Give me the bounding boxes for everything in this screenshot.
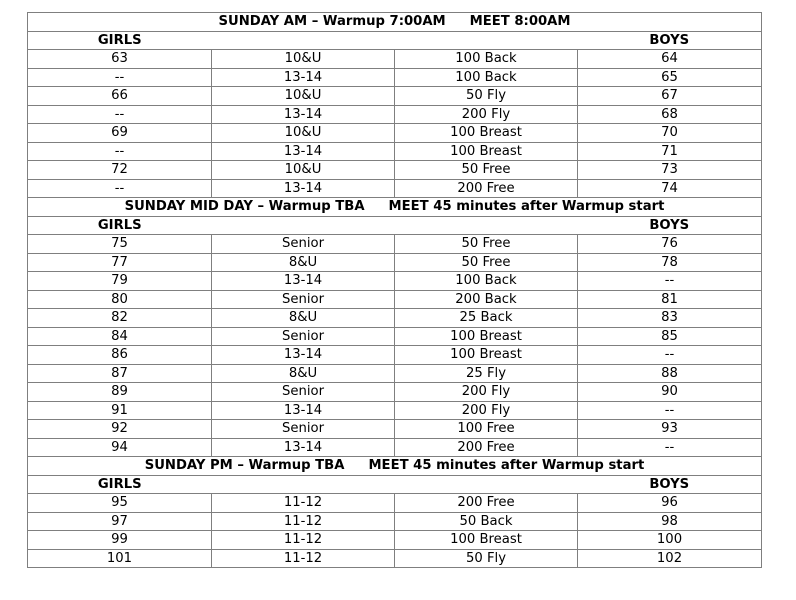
event-name: 50 Free: [395, 253, 578, 272]
boys-event-number: 71: [578, 142, 762, 161]
girls-event-number: 80: [28, 290, 212, 309]
event-row: [28, 142, 762, 161]
girls-event-number: --: [28, 142, 212, 161]
session-warmup-label: SUNDAY AM – Warmup 7:00AM: [218, 14, 446, 29]
event-row: [28, 272, 762, 291]
age-group: 11-12: [212, 512, 395, 531]
age-group: 13-14: [212, 179, 395, 198]
schedule-body: [28, 13, 762, 568]
event-row: [28, 290, 762, 309]
event-row: [28, 253, 762, 272]
empty-label-cell: [212, 216, 395, 235]
event-row: [28, 383, 762, 402]
event-name: 200 Fly: [395, 105, 578, 124]
empty-label-cell: [395, 475, 578, 494]
event-name: 50 Free: [395, 161, 578, 180]
event-name: 200 Free: [395, 494, 578, 513]
event-name: 100 Free: [395, 420, 578, 439]
age-group: 13-14: [212, 346, 395, 365]
column-label-row: [28, 475, 762, 494]
girls-event-number: --: [28, 68, 212, 87]
event-row: [28, 161, 762, 180]
age-group: 13-14: [212, 105, 395, 124]
event-row: [28, 87, 762, 106]
event-name: 100 Back: [395, 272, 578, 291]
event-name: 25 Fly: [395, 364, 578, 383]
event-name: 100 Back: [395, 68, 578, 87]
boys-column-label: BOYS: [578, 31, 762, 50]
event-row: [28, 309, 762, 328]
meet-schedule-table: [27, 12, 762, 568]
boys-event-number: 96: [578, 494, 762, 513]
boys-event-number: 68: [578, 105, 762, 124]
event-name: 200 Fly: [395, 383, 578, 402]
girls-event-number: 84: [28, 327, 212, 346]
age-group: Senior: [212, 383, 395, 402]
event-name: 100 Breast: [395, 124, 578, 143]
age-group: 8&U: [212, 253, 395, 272]
event-name: 50 Fly: [395, 549, 578, 568]
event-row: [28, 549, 762, 568]
column-label-row: [28, 31, 762, 50]
session-meet-label: MEET 45 minutes after Warmup start: [388, 199, 665, 214]
empty-label-cell: [212, 31, 395, 50]
empty-label-cell: [395, 216, 578, 235]
event-name: 200 Back: [395, 290, 578, 309]
event-name: 100 Breast: [395, 346, 578, 365]
event-row: [28, 364, 762, 383]
section-title: [28, 457, 762, 476]
boys-event-number: 74: [578, 179, 762, 198]
girls-event-number: 87: [28, 364, 212, 383]
girls-event-number: 101: [28, 549, 212, 568]
girls-event-number: 97: [28, 512, 212, 531]
event-name: 100 Breast: [395, 142, 578, 161]
boys-event-number: 81: [578, 290, 762, 309]
girls-event-number: 89: [28, 383, 212, 402]
boys-event-number: 98: [578, 512, 762, 531]
girls-event-number: 77: [28, 253, 212, 272]
boys-event-number: 70: [578, 124, 762, 143]
age-group: 13-14: [212, 68, 395, 87]
session-warmup-label: SUNDAY MID DAY – Warmup TBA: [124, 199, 365, 214]
girls-event-number: --: [28, 105, 212, 124]
girls-event-number: 79: [28, 272, 212, 291]
boys-event-number: 88: [578, 364, 762, 383]
event-row: [28, 105, 762, 124]
event-row: [28, 235, 762, 254]
age-group: 8&U: [212, 364, 395, 383]
section-header-row: [28, 198, 762, 217]
age-group: 8&U: [212, 309, 395, 328]
age-group: 13-14: [212, 438, 395, 457]
empty-label-cell: [395, 31, 578, 50]
age-group: 13-14: [212, 142, 395, 161]
empty-label-cell: [212, 475, 395, 494]
age-group: 11-12: [212, 531, 395, 550]
age-group: Senior: [212, 290, 395, 309]
boys-event-number: --: [578, 438, 762, 457]
event-name: 100 Breast: [395, 531, 578, 550]
session-meet-label: MEET 8:00AM: [469, 14, 571, 29]
girls-event-number: 91: [28, 401, 212, 420]
age-group: Senior: [212, 327, 395, 346]
girls-event-number: 69: [28, 124, 212, 143]
event-name: 25 Back: [395, 309, 578, 328]
boys-event-number: --: [578, 346, 762, 365]
boys-event-number: 76: [578, 235, 762, 254]
boys-event-number: 90: [578, 383, 762, 402]
girls-column-label: GIRLS: [28, 31, 212, 50]
event-row: [28, 50, 762, 69]
age-group: 10&U: [212, 87, 395, 106]
age-group: 10&U: [212, 161, 395, 180]
section-title: [28, 13, 762, 32]
boys-event-number: 67: [578, 87, 762, 106]
boys-event-number: 78: [578, 253, 762, 272]
event-row: [28, 401, 762, 420]
event-name: 100 Breast: [395, 327, 578, 346]
girls-column-label: GIRLS: [28, 216, 212, 235]
age-group: 11-12: [212, 549, 395, 568]
boys-column-label: BOYS: [578, 475, 762, 494]
girls-event-number: --: [28, 179, 212, 198]
event-name: 100 Back: [395, 50, 578, 69]
age-group: 10&U: [212, 50, 395, 69]
girls-event-number: 94: [28, 438, 212, 457]
event-row: [28, 512, 762, 531]
event-name: 200 Free: [395, 179, 578, 198]
event-row: [28, 346, 762, 365]
session-meet-label: MEET 45 minutes after Warmup start: [368, 458, 645, 473]
girls-event-number: 92: [28, 420, 212, 439]
boys-event-number: 93: [578, 420, 762, 439]
boys-event-number: --: [578, 272, 762, 291]
event-name: 200 Fly: [395, 401, 578, 420]
section-header-row: [28, 457, 762, 476]
section-header-row: [28, 13, 762, 32]
boys-event-number: 100: [578, 531, 762, 550]
boys-event-number: --: [578, 401, 762, 420]
boys-event-number: 73: [578, 161, 762, 180]
event-row: [28, 531, 762, 550]
age-group: 13-14: [212, 401, 395, 420]
event-row: [28, 68, 762, 87]
event-row: [28, 327, 762, 346]
age-group: 13-14: [212, 272, 395, 291]
event-name: 50 Back: [395, 512, 578, 531]
girls-event-number: 95: [28, 494, 212, 513]
girls-event-number: 72: [28, 161, 212, 180]
session-warmup-label: SUNDAY PM – Warmup TBA: [144, 458, 345, 473]
girls-event-number: 63: [28, 50, 212, 69]
age-group: 10&U: [212, 124, 395, 143]
boys-column-label: BOYS: [578, 216, 762, 235]
event-name: 200 Free: [395, 438, 578, 457]
girls-event-number: 82: [28, 309, 212, 328]
girls-column-label: GIRLS: [28, 475, 212, 494]
boys-event-number: 83: [578, 309, 762, 328]
event-row: [28, 179, 762, 198]
event-name: 50 Free: [395, 235, 578, 254]
girls-event-number: 66: [28, 87, 212, 106]
girls-event-number: 86: [28, 346, 212, 365]
age-group: Senior: [212, 420, 395, 439]
age-group: 11-12: [212, 494, 395, 513]
girls-event-number: 75: [28, 235, 212, 254]
section-title: [28, 198, 762, 217]
boys-event-number: 85: [578, 327, 762, 346]
age-group: Senior: [212, 235, 395, 254]
girls-event-number: 99: [28, 531, 212, 550]
column-label-row: [28, 216, 762, 235]
event-row: [28, 438, 762, 457]
boys-event-number: 102: [578, 549, 762, 568]
event-row: [28, 494, 762, 513]
event-row: [28, 124, 762, 143]
event-row: [28, 420, 762, 439]
boys-event-number: 65: [578, 68, 762, 87]
event-name: 50 Fly: [395, 87, 578, 106]
boys-event-number: 64: [578, 50, 762, 69]
